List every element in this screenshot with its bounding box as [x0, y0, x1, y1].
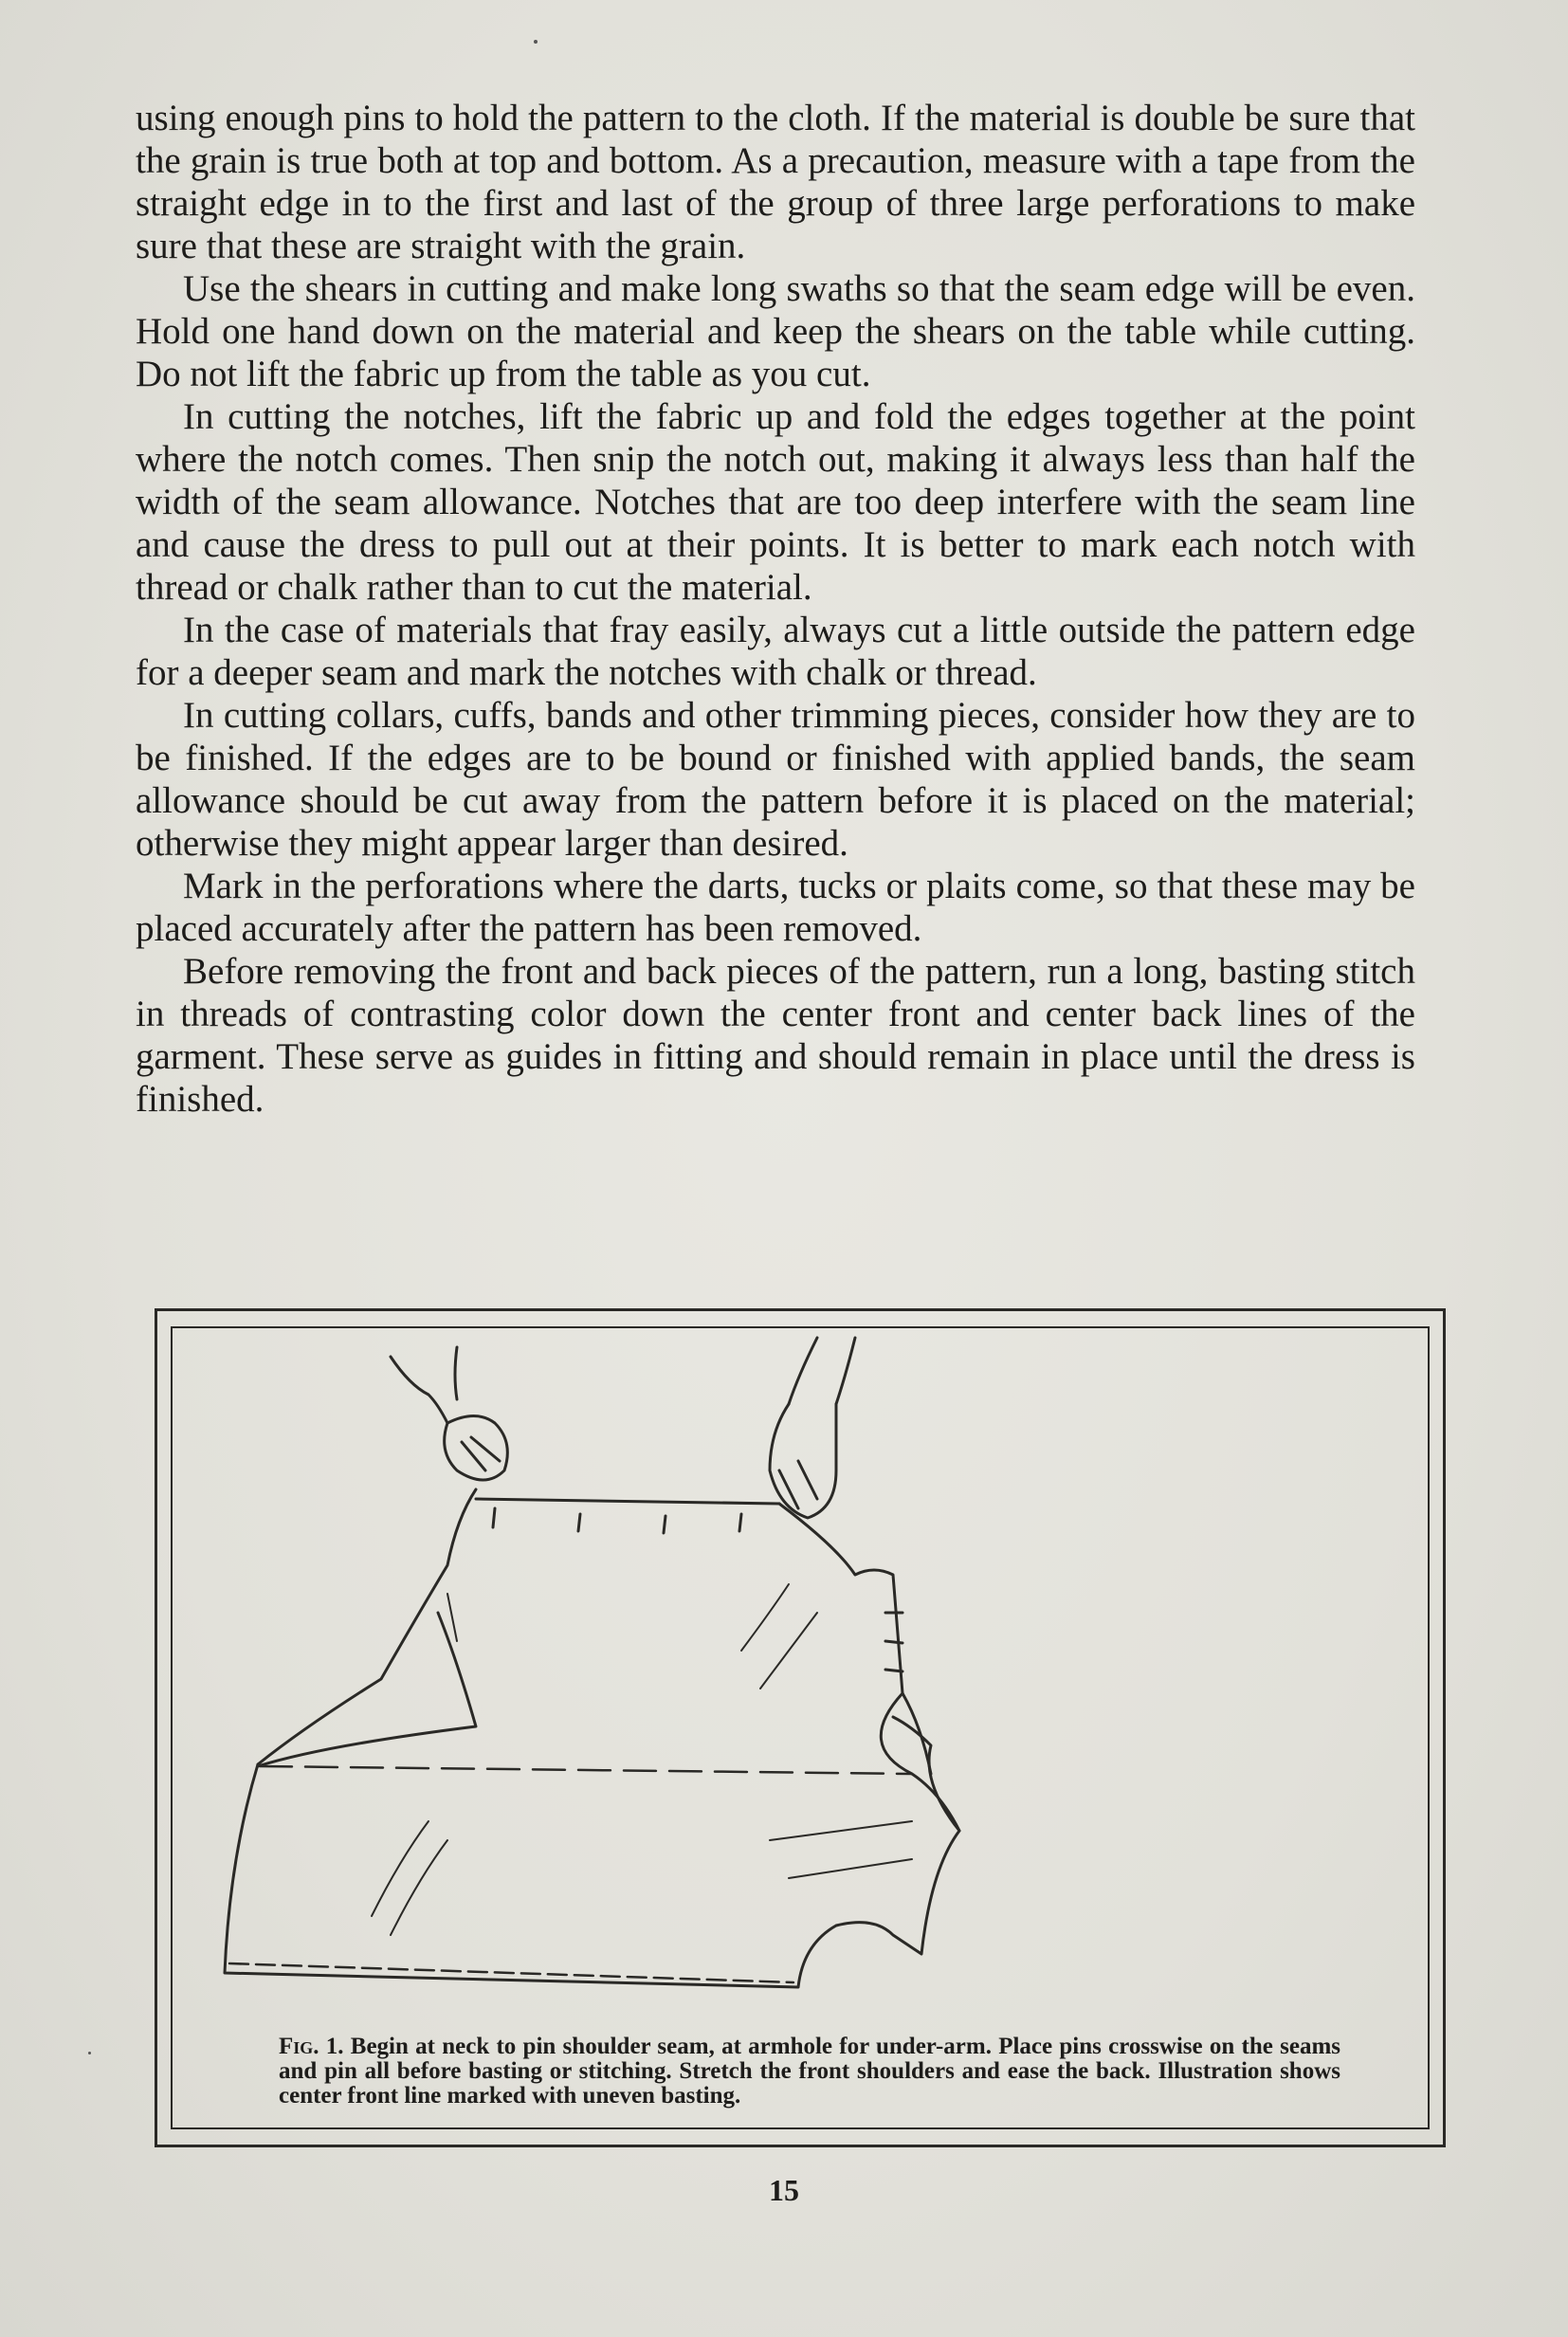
- garment-pinning-illustration: [173, 1328, 1433, 2011]
- paper-speck: [534, 40, 538, 44]
- paragraph: In the case of materials that fray easily, always cut a little outside the pattern edge for a deeper seam and mark the notches with chalk or thread.: [136, 610, 1415, 693]
- paragraph: In cutting the notches, lift the fabric up and fold the edges together at the point where the notch comes. Then snip the notch out, making it always less than half the width of the seam allowance. Notches that are too deep interfere with the seam line and cause the dress to pull out at their points. It is better to mark each notch with thread or chalk rather than to cut the material.: [136, 396, 1415, 608]
- figure-label: Fig. 1.: [279, 2034, 344, 2059]
- shoulder-flap-right: [779, 1504, 931, 1774]
- figure-inner-border: [171, 1326, 1430, 2129]
- fold-stroke: [770, 1821, 912, 1840]
- pin-mark: [578, 1514, 580, 1531]
- fold-stroke: [391, 1840, 447, 1935]
- fabric-outline: [225, 1717, 959, 1987]
- armhole-curve: [881, 1693, 959, 1831]
- fold-stroke: [447, 1594, 457, 1641]
- figure-frame: [155, 1308, 1446, 2147]
- fold-stroke: [741, 1584, 789, 1651]
- pin-mark: [664, 1516, 665, 1533]
- pin-mark: [739, 1514, 741, 1531]
- paragraph: using enough pins to hold the pattern to the cloth. If the material is double be sure that the grain is true both at top and bottom. As a precaution, measure with a tape from the straight edge in to the first and last of the group of three large perforations to make sure that these are straight with the grain.: [136, 98, 1415, 266]
- fold-stroke: [760, 1613, 817, 1689]
- paper-speck: [88, 2052, 91, 2054]
- pinned-shoulder-seam: [476, 1499, 779, 1504]
- paragraph: Before removing the front and back pieces of the pattern, run a long, basting stitch in threads of contrasting color down the center front and center back lines of the garment. These serve as guides in fitting and should remain in place until the dress is finished.: [136, 951, 1415, 1120]
- right-hand-drawing: [770, 1338, 855, 1518]
- paragraph: Mark in the perforations where the darts, tucks or plaits come, so that these may be placed accurately after the pattern has been removed.: [136, 866, 1415, 949]
- fold-stroke: [372, 1821, 428, 1916]
- page-number: 15: [769, 2173, 799, 2207]
- figure-caption: [279, 2035, 1340, 2109]
- paragraph: In cutting collars, cuffs, bands and other trimming pieces, consider how they are to be finished. If the edges are to be bound or finished with applied bands, the seam allowance should be cut away from the pattern before it is placed on the material; otherwise they might appear larger than desired.: [136, 695, 1415, 864]
- figure-caption-text: Begin at neck to pin shoulder seam, at armhole for under-arm. Place pins crosswise on the seams and pin all before basting or stitching. Stretch the front shoulders and ease the back. Illustration shows center front line marked with uneven basting.: [279, 2034, 1340, 2109]
- left-hand-drawing: [391, 1347, 507, 1480]
- fold-stroke: [789, 1859, 912, 1878]
- pin-mark: [493, 1508, 495, 1527]
- body-text: [136, 97, 1415, 1121]
- center-front-basting: [260, 1766, 912, 1774]
- paragraph: Use the shears in cutting and make long swaths so that the seam edge will be even. Hold one hand down on the material and keep the shears on the table while cutting. Do not lift the fabric up from the table as you cut.: [136, 268, 1415, 394]
- pin-mark: [885, 1670, 903, 1671]
- pin-mark: [885, 1641, 903, 1643]
